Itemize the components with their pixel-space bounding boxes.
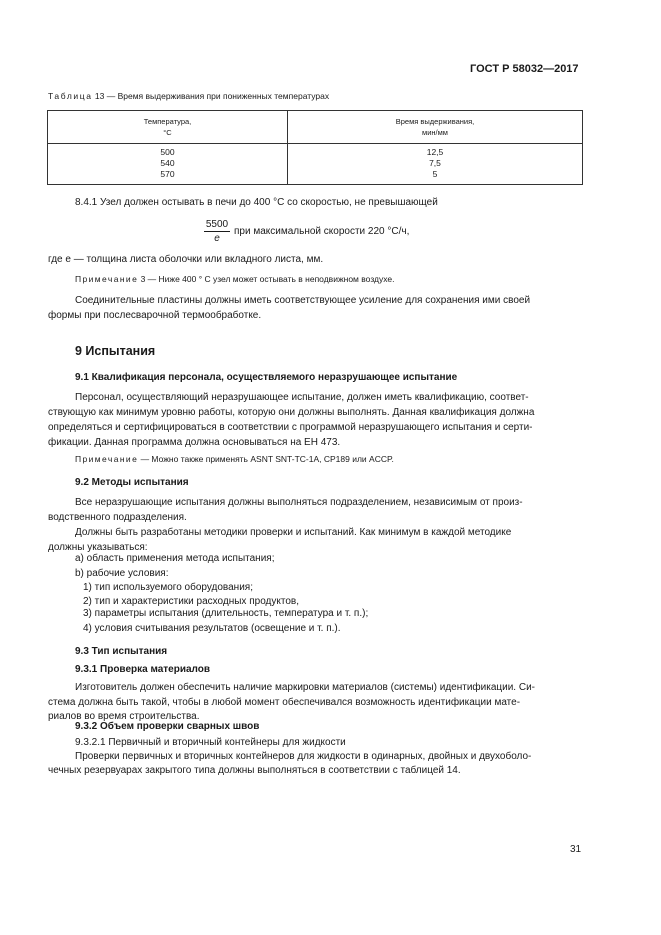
holding-time-header-label: Время выдерживания, <box>395 117 475 126</box>
s931-line: риалов во время строительства. <box>48 711 200 722</box>
clause-8-4-1: 8.4.1 Узел должен остывать в печи до 400 °C со скоростью, не превышающей <box>75 197 438 208</box>
holding-time-header-unit: мин/мм <box>422 128 448 137</box>
temperature-header-unit: °C <box>163 128 172 137</box>
list-subitem: 1) тип используемого оборудования; <box>83 582 253 593</box>
temperature-value: 540 <box>160 158 175 168</box>
s92-line: водственного подразделения. <box>48 512 187 523</box>
note-label: Примечание <box>75 454 139 464</box>
s91-line: фикации. Данная программа должна основываться на ЕН 473. <box>48 437 341 448</box>
list-item-a: а) область применения метода испытания; <box>75 553 275 564</box>
s91-line: ствующую как минимум уровню работы, которую они должны выполнять. Данная квалификация должна <box>48 407 535 418</box>
table-caption-title: 13 — Время выдерживания при пониженных температурах <box>92 91 330 101</box>
temperature-cell <box>48 144 288 185</box>
temperature-value: 570 <box>160 169 175 179</box>
note-text: 3 — Ниже 400 ° С узел может остывать в неподвижном воздухе. <box>138 274 395 284</box>
holding-time-value: 12,5 <box>426 147 444 157</box>
s92-line: должны указываться: <box>48 542 148 553</box>
holding-time-value: 7,5 <box>429 158 441 168</box>
section-9-2-heading: 9.2 Методы испытания <box>75 477 189 488</box>
plates-paragraph-line1: Соединительные пластины должны иметь соответствующее усиление для сохранения ими своей <box>75 295 531 306</box>
list-item-b: b) рабочие условия: <box>75 568 169 579</box>
standard-number: ГОСТ Р 58032—2017 <box>470 63 579 75</box>
plates-paragraph-line2: формы при послесварочной термообработке. <box>48 310 262 321</box>
temperature-value: 500 <box>160 147 175 157</box>
temperature-header-label: Температура, <box>143 117 192 126</box>
s91-line: определяться и сертифицироваться в соответствии с программой неразрушающего испытания и серти- <box>48 422 533 433</box>
section-9-3-2-heading: 9.3.2 Объем проверки сварных швов <box>75 721 260 732</box>
list-subitem: 2) тип и характеристики расходных продуктов, <box>83 596 299 607</box>
s931-line: стема должна быть такой, чтобы в любой момент обеспечивался возможность идентификации мате- <box>48 697 521 708</box>
note-text: — Можно также применять ASNT SNT-TC-1A, CP189 или ACCP. <box>138 454 394 464</box>
where-definition: где e — толщина листа оболочки или вкладного листа, мм. <box>48 254 324 265</box>
s92-line: Должны быть разработаны методики проверки и испытаний. Как минимум в каждой методике <box>75 527 512 538</box>
fraction-denominator: e <box>214 233 220 244</box>
cooling-rate-fraction <box>204 218 230 245</box>
formula-text: при максимальной скорости 220 °C/ч, <box>234 226 410 237</box>
temperature-column-header <box>48 111 288 144</box>
s9321-line: Проверки первичных и вторичных контейнеров для жидкости в одинарных, двойных и двухоболо- <box>75 751 532 762</box>
holding-time-value: 5 <box>432 169 438 179</box>
note-3 <box>75 274 394 284</box>
s931-line: Изготовитель должен обеспечить наличие маркировки материалов (системы) идентификации. Си- <box>75 682 535 693</box>
s92-line: Все неразрушающие испытания должны выполняться подразделением, независимым от произ- <box>75 497 523 508</box>
table-row <box>48 144 583 185</box>
section-9-1-heading: 9.1 Квалификация персонала, осуществляемого неразрушающее испытание <box>75 372 458 383</box>
holding-time-column-header <box>288 111 583 144</box>
list-subitem: 3) параметры испытания (длительность, температура и т. п.); <box>83 608 369 619</box>
table-header-row <box>48 111 583 144</box>
note-9-1 <box>75 454 394 464</box>
s9321-line: чечных резервуарах закрытого типа должны выполняться в соответствии с таблицей 14. <box>48 765 461 776</box>
table-caption-prefix: Таблица <box>48 91 93 101</box>
fraction-numerator: 5500 <box>205 219 229 230</box>
holding-time-cell <box>288 144 583 185</box>
table-13-caption <box>48 91 329 101</box>
section-9-3-1-heading: 9.3.1 Проверка материалов <box>75 664 211 675</box>
section-9-heading: 9 Испытания <box>75 344 156 358</box>
section-9-3-2-1-heading: 9.3.2.1 Первичный и вторичный контейнеры для жидкости <box>75 737 346 748</box>
section-9-3-heading: 9.3 Тип испытания <box>75 646 168 657</box>
list-subitem: 4) условия считывания результатов (освещение и т. п.). <box>83 623 341 634</box>
note-label: Примечание <box>75 274 139 284</box>
s91-line: Персонал, осуществляющий неразрушающее испытание, должен иметь квалификацию, соответ- <box>75 392 529 403</box>
page-number: 31 <box>570 844 582 855</box>
table-13 <box>47 110 583 185</box>
